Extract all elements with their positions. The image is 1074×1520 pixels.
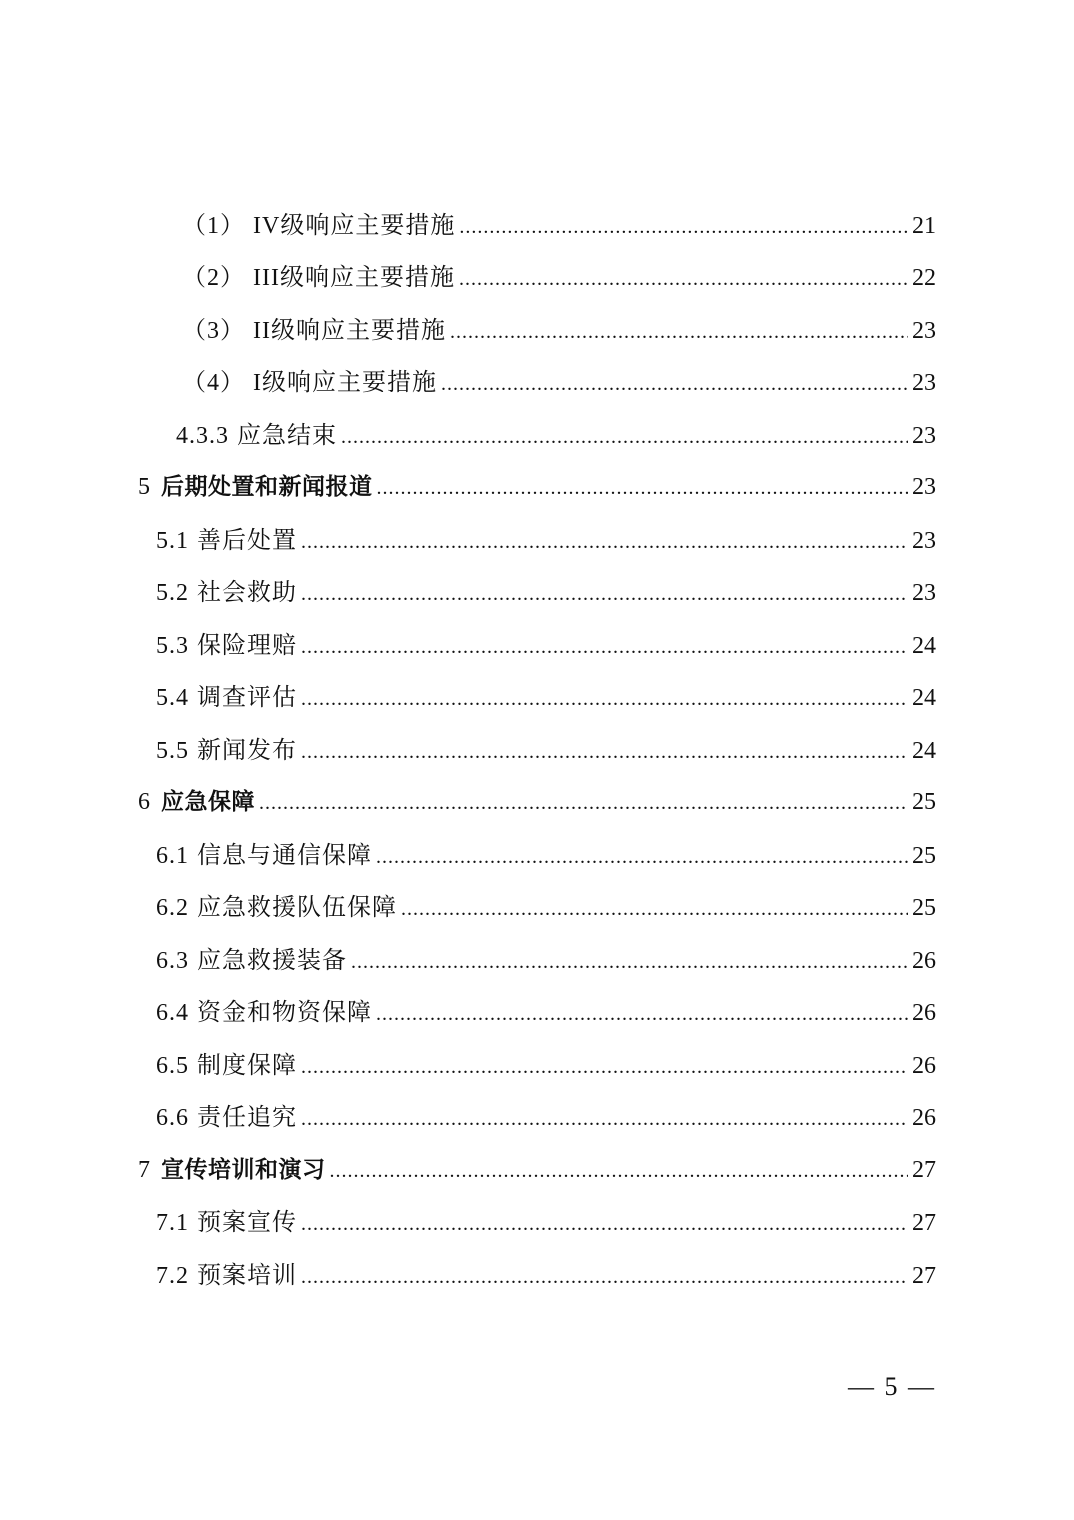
toc-entry-number: （1） xyxy=(182,212,245,239)
toc-entry[interactable] xyxy=(0,669,1074,722)
toc-entry[interactable] xyxy=(0,354,1074,407)
toc-dot-leader xyxy=(459,268,908,291)
toc-entry-content xyxy=(156,572,936,607)
toc-entry-title: II级响应主要措施 xyxy=(253,317,446,344)
toc-entry-content xyxy=(156,1097,936,1132)
toc-entry-title: 调查评估 xyxy=(197,685,297,712)
toc-entry-page: 23 xyxy=(912,474,936,501)
toc-entry-number: 4.3.3 xyxy=(176,422,229,449)
toc-entry-number: 5.3 xyxy=(156,632,189,659)
toc-entry-number: 5.2 xyxy=(156,580,189,607)
toc-dot-leader xyxy=(341,426,908,449)
toc-entry-content xyxy=(138,468,936,501)
toc-entry-number: （2） xyxy=(182,265,245,292)
toc-entry-number: 5 xyxy=(138,474,151,501)
toc-entry[interactable] xyxy=(0,774,1074,827)
toc-entry-content xyxy=(156,940,936,975)
toc-entry[interactable] xyxy=(0,301,1074,354)
toc-entry-page: 24 xyxy=(912,632,936,659)
toc-entry[interactable] xyxy=(0,196,1074,249)
toc-dot-leader xyxy=(301,688,908,711)
toc-entry[interactable] xyxy=(0,616,1074,669)
toc-entry-number: （3） xyxy=(182,317,245,344)
toc-entry-number: 6.2 xyxy=(156,895,189,922)
toc-entry-title: 预案宣传 xyxy=(197,1210,297,1237)
toc-entry[interactable] xyxy=(0,406,1074,459)
toc-entry-content xyxy=(156,520,936,555)
toc-entry-page: 26 xyxy=(912,947,936,974)
toc-entry-page: 23 xyxy=(912,317,936,344)
toc-entry[interactable] xyxy=(0,879,1074,932)
toc-entry-number: 5.1 xyxy=(156,527,189,554)
toc-dot-leader xyxy=(330,1160,909,1183)
toc-entry-page: 21 xyxy=(912,212,936,239)
toc-entry-page: 23 xyxy=(912,580,936,607)
toc-entry-content xyxy=(138,783,936,816)
toc-entry-title: 应急救援装备 xyxy=(197,947,347,974)
toc-dot-leader xyxy=(301,1213,908,1236)
toc-entry-number: 6.6 xyxy=(156,1105,189,1132)
toc-dot-leader xyxy=(301,1056,908,1079)
toc-entry[interactable] xyxy=(0,459,1074,512)
toc-entry-number: 7.1 xyxy=(156,1210,189,1237)
toc-entry-number: 7.2 xyxy=(156,1262,189,1289)
toc-entry-title: 应急结束 xyxy=(237,422,337,449)
toc-entry-content xyxy=(176,415,936,450)
toc-entry[interactable] xyxy=(0,1036,1074,1089)
toc-entry-number: 5.4 xyxy=(156,685,189,712)
toc-entry-title: 预案培训 xyxy=(197,1262,297,1289)
toc-dot-leader xyxy=(376,846,908,869)
toc-entry-title: 信息与通信保障 xyxy=(197,842,372,869)
toc-entry-number: 6.4 xyxy=(156,1000,189,1027)
toc-entry-content xyxy=(156,1045,936,1080)
toc-dot-leader xyxy=(259,792,908,815)
toc-entry-number: 5.5 xyxy=(156,737,189,764)
toc-entry[interactable] xyxy=(0,721,1074,774)
toc-dot-leader xyxy=(377,477,909,500)
toc-entry-number: 7 xyxy=(138,1156,151,1183)
toc-entry-content xyxy=(156,1202,936,1237)
toc-entry-title: III级响应主要措施 xyxy=(253,265,455,292)
toc-entry-page: 27 xyxy=(912,1262,936,1289)
toc-dot-leader xyxy=(351,951,908,974)
toc-entry-content xyxy=(156,835,936,870)
toc-entry-content xyxy=(156,730,936,765)
toc-dot-leader xyxy=(301,531,908,554)
toc-entry-page: 26 xyxy=(912,1000,936,1027)
toc-dot-leader xyxy=(441,373,908,396)
toc-entry-number: 6.3 xyxy=(156,947,189,974)
toc-dot-leader xyxy=(376,1003,908,1026)
toc-entry[interactable] xyxy=(0,564,1074,617)
toc-entry-title: 后期处置和新闻报道 xyxy=(161,474,373,501)
toc-entry-title: 应急救援队伍保障 xyxy=(197,895,397,922)
toc-entry-page: 23 xyxy=(912,527,936,554)
toc-entry-number: 6 xyxy=(138,789,151,816)
toc-entry[interactable] xyxy=(0,249,1074,302)
toc-dot-leader xyxy=(459,216,908,239)
toc-entry-number: 6.5 xyxy=(156,1052,189,1079)
toc-entry-page: 24 xyxy=(912,737,936,764)
toc-entry-content xyxy=(156,1255,936,1290)
toc-entry-content xyxy=(156,677,936,712)
toc-entry-title: 善后处置 xyxy=(197,527,297,554)
toc-dot-leader xyxy=(301,741,908,764)
toc-entry[interactable] xyxy=(0,984,1074,1037)
toc-entry-page: 24 xyxy=(912,685,936,712)
toc-entry-title: 保险理赔 xyxy=(197,632,297,659)
toc-dot-leader xyxy=(450,321,908,344)
toc-entry[interactable] xyxy=(0,931,1074,984)
page-number-footer: — 5 — xyxy=(848,1372,936,1401)
toc-entry-title: 社会救助 xyxy=(197,580,297,607)
toc-dot-leader xyxy=(301,636,908,659)
toc-entry[interactable] xyxy=(0,826,1074,879)
toc-entry-title: 制度保障 xyxy=(197,1052,297,1079)
toc-entry[interactable] xyxy=(0,1246,1074,1299)
toc-entry-content xyxy=(182,257,936,292)
toc-entry-page: 23 xyxy=(912,370,936,397)
toc-entry-title: 新闻发布 xyxy=(197,737,297,764)
toc-entry-title: IV级响应主要措施 xyxy=(253,212,456,239)
toc-entry-content xyxy=(156,992,936,1027)
toc-dot-leader xyxy=(401,898,908,921)
toc-entry-title: I级响应主要措施 xyxy=(253,370,437,397)
toc-entry[interactable] xyxy=(0,511,1074,564)
toc-entry-content xyxy=(156,887,936,922)
toc-entry-content xyxy=(156,625,936,660)
toc-entry-page: 23 xyxy=(912,422,936,449)
toc-entry-title: 责任追究 xyxy=(197,1105,297,1132)
toc-entry[interactable] xyxy=(0,1089,1074,1142)
toc-entry-page: 25 xyxy=(912,842,936,869)
toc-dot-leader xyxy=(301,1108,908,1131)
toc-entry-page: 27 xyxy=(912,1210,936,1237)
toc-entry-number: （4） xyxy=(182,370,245,397)
table-of-contents xyxy=(0,196,1074,1299)
toc-entry-number: 6.1 xyxy=(156,842,189,869)
toc-dot-leader xyxy=(301,1266,908,1289)
toc-entry-title: 宣传培训和演习 xyxy=(161,1156,326,1183)
toc-entry-page: 26 xyxy=(912,1052,936,1079)
toc-entry-content xyxy=(182,310,936,345)
toc-entry-page: 25 xyxy=(912,789,936,816)
toc-entry[interactable] xyxy=(0,1141,1074,1194)
toc-entry-page: 22 xyxy=(912,265,936,292)
toc-entry-title: 应急保障 xyxy=(161,789,255,816)
toc-entry-page: 26 xyxy=(912,1105,936,1132)
toc-dot-leader xyxy=(301,583,908,606)
toc-entry-page: 27 xyxy=(912,1156,936,1183)
toc-entry-page: 25 xyxy=(912,895,936,922)
toc-entry-content xyxy=(138,1151,936,1184)
toc-entry[interactable] xyxy=(0,1194,1074,1247)
toc-entry-content xyxy=(182,362,936,397)
toc-entry-content xyxy=(182,205,936,240)
toc-entry-title: 资金和物资保障 xyxy=(197,1000,372,1027)
